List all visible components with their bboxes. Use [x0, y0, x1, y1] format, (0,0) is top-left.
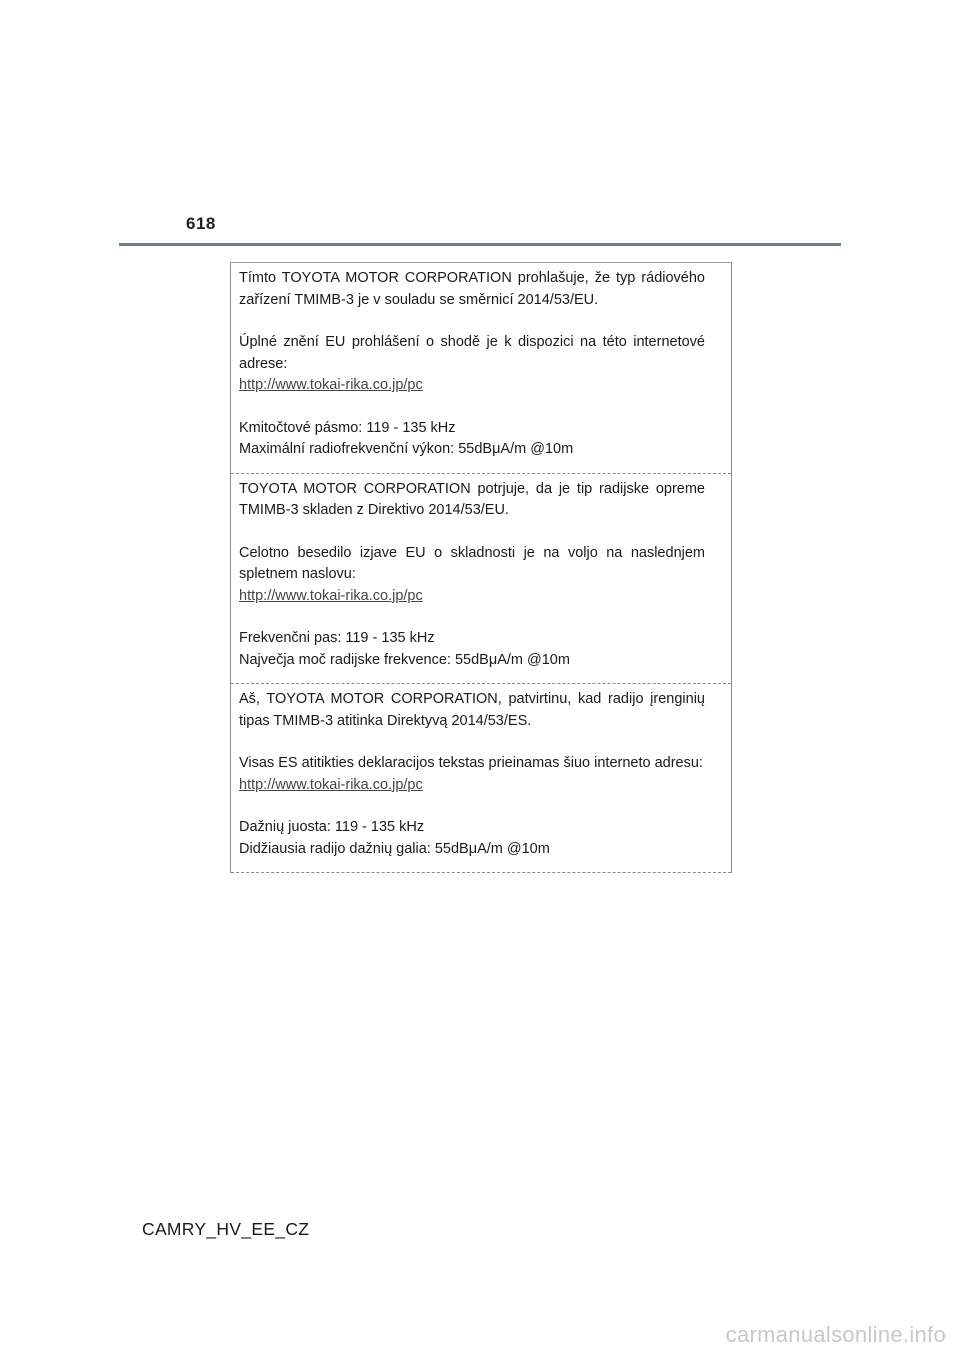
header-rule [119, 243, 841, 246]
full-text-intro: Celotno besedilo izjave EU o skladnosti je na voljo na naslednjem spletnem naslovu: [239, 544, 705, 582]
declaration-url-link[interactable]: http://www.tokai-rika.co.jp/pc [239, 587, 423, 604]
page-number: 618 [186, 214, 216, 233]
full-text-intro: Úplné znění EU prohlášení o shodě je k dispozici na této internetové adrese: [239, 334, 705, 372]
watermark: carmanualsonline.info [725, 1322, 946, 1347]
document-code: CAMRY_HV_EE_CZ [142, 1219, 310, 1239]
frequency-band: Frekvenčni pas: 119 - 135 kHz [239, 630, 435, 646]
max-power: Maximální radiofrekvenční výkon: 55dBμA/m @10m [239, 441, 574, 457]
declaration-text: Aš, TOYOTA MOTOR CORPORATION, patvirtinu, kad radijo įrenginių tipas TMIMB-3 atitinka Direktyvą 2014/53/ES. [239, 691, 705, 729]
declaration-block-lt [231, 684, 731, 873]
declaration-block-cz [231, 263, 731, 474]
max-power: Največja moč radijske frekvence: 55dBμA/m @10m [239, 651, 570, 668]
full-text-intro: Visas ES atitikties deklaracijos tekstas prieinamas šiuo interneto adresu: [239, 755, 703, 771]
declaration-text: Tímto TOYOTA MOTOR CORPORATION prohlašuje, že typ rádiového zařízení TMIMB-3 je v souladu se směrnicí 2014/53/EU. [239, 270, 705, 308]
declaration-url-link[interactable]: http://www.tokai-rika.co.jp/pc [239, 776, 423, 793]
declaration-text: TOYOTA MOTOR CORPORATION potrjuje, da je tip radijske opreme TMIMB-3 skladen z Direktivo 2014/53/EU. [239, 480, 705, 518]
max-power: Didžiausia radijo dažnių galia: 55dBμA/m @10m [239, 840, 550, 857]
frequency-band: Dažnių juosta: 119 - 135 kHz [239, 819, 425, 835]
declaration-panel [230, 262, 732, 873]
declaration-url-link[interactable]: http://www.tokai-rika.co.jp/pc [239, 377, 423, 393]
frequency-band: Kmitočtové pásmo: 119 - 135 kHz [239, 419, 456, 436]
declaration-block-si [231, 474, 731, 685]
